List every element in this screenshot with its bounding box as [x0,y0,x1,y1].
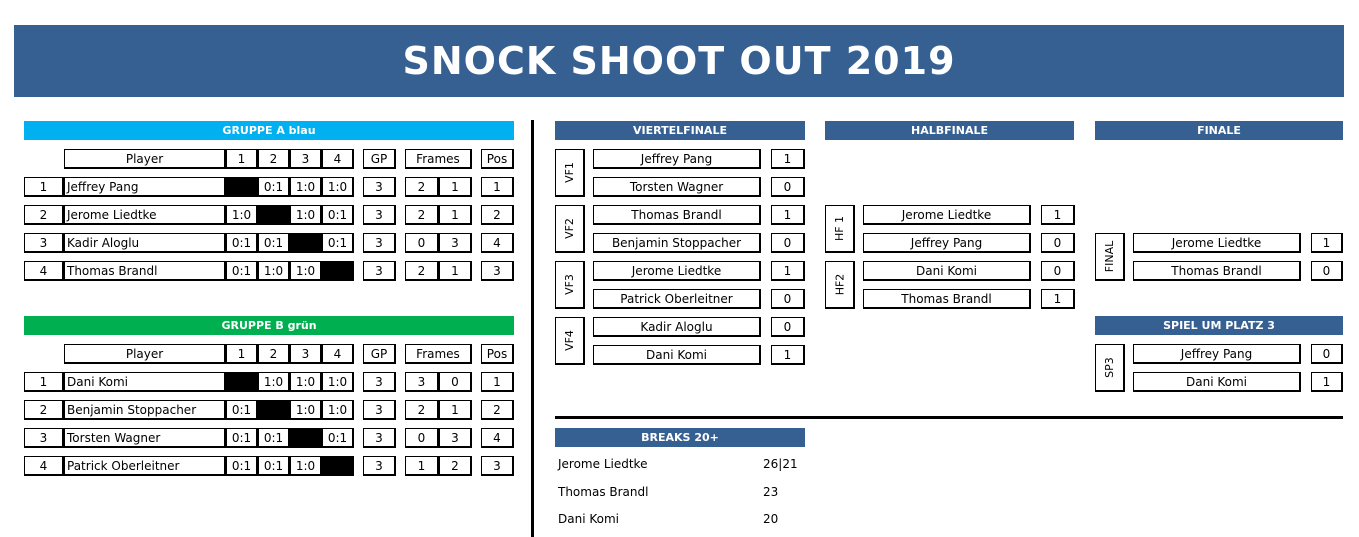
bracket-player: Kadir Aloglu [593,317,761,337]
column-header-match: 3 [290,149,322,169]
cell-pos: 1 [481,372,514,392]
breaks-header: BREAKS 20+ [555,428,805,447]
match-label-text: VF2 [562,218,576,239]
cell-fl: 1 [439,261,472,281]
self-match-cell [226,177,258,197]
bracket-score: 1 [1041,289,1075,309]
column-divider [531,120,534,537]
column-header-player: Player [64,149,226,169]
cell-player: Jerome Liedtke [64,205,226,225]
bracket-player: Benjamin Stoppacher [593,233,761,253]
cell-num: 2 [24,400,64,420]
cell-m4: 1:0 [322,177,354,197]
bracket-score: 0 [1311,261,1343,281]
cell-player: Patrick Oberleitner [64,456,226,476]
bracket-score: 1 [1311,233,1343,253]
self-match-cell [322,261,354,281]
platz3-header: SPIEL UM PLATZ 3 [1095,316,1343,335]
column-header-frames: Frames [405,149,472,169]
break-value: 26|21 [763,457,798,471]
match-label [825,261,855,309]
cell-pos: 2 [481,400,514,420]
break-value: 20 [763,512,779,526]
self-match-cell [290,233,322,253]
cell-m4: 0:1 [322,233,354,253]
cell-gp: 3 [363,205,396,225]
bracket-player: Dani Komi [863,261,1031,281]
bracket-player: Torsten Wagner [593,177,761,197]
column-header-player: Player [64,344,226,364]
bracket-player: Jeffrey Pang [863,233,1031,253]
bracket-score: 1 [771,205,805,225]
column-header-frames: Frames [405,344,472,364]
cell-player: Torsten Wagner [64,428,226,448]
cell-fw: 1 [405,456,439,476]
cell-m3: 1:0 [290,372,322,392]
cell-m2: 0:1 [258,428,290,448]
cell-fw: 0 [405,233,439,253]
match-label-text: VF4 [562,330,576,351]
match-label-text: FINAL [1103,240,1117,273]
match-label [1095,233,1125,281]
break-value: 23 [763,485,779,499]
match-label-text: VF1 [562,162,576,183]
column-header-pos: Pos [481,344,514,364]
cell-num: 4 [24,456,64,476]
cell-m2: 1:0 [258,372,290,392]
cell-num: 3 [24,428,64,448]
cell-player: Thomas Brandl [64,261,226,281]
bracket-player: Jerome Liedtke [593,261,761,281]
cell-fl: 2 [439,456,472,476]
cell-gp: 3 [363,233,396,253]
cell-num: 3 [24,233,64,253]
cell-m4: 1:0 [322,400,354,420]
group-header: GRUPPE B grün [24,316,514,335]
bracket-player: Patrick Oberleitner [593,289,761,309]
bracket-score: 0 [771,317,805,337]
cell-player: Dani Komi [64,372,226,392]
cell-gp: 3 [363,177,396,197]
cell-m1: 0:1 [226,456,258,476]
cell-fl: 0 [439,372,472,392]
cell-fl: 1 [439,177,472,197]
cell-gp: 3 [363,261,396,281]
bracket-player: Jeffrey Pang [1133,344,1301,364]
self-match-cell [322,456,354,476]
bracket-score: 0 [771,289,805,309]
cell-gp: 3 [363,428,396,448]
bracket-score: 1 [771,345,805,365]
cell-m1: 0:1 [226,233,258,253]
cell-pos: 2 [481,205,514,225]
bracket-player: Thomas Brandl [863,289,1031,309]
column-header-match: 3 [290,344,322,364]
column-header-match: 2 [258,344,290,364]
bracket-score: 1 [771,261,805,281]
cell-player: Jeffrey Pang [64,177,226,197]
break-player: Thomas Brandl [558,485,649,499]
bracket-score: 0 [1041,261,1075,281]
group-header: GRUPPE A blau [24,121,514,140]
self-match-cell [258,205,290,225]
cell-pos: 3 [481,261,514,281]
bracket-player: Dani Komi [593,345,761,365]
break-player: Dani Komi [558,512,619,526]
cell-player: Kadir Aloglu [64,233,226,253]
match-label-text: VF3 [562,274,576,295]
match-label [555,149,585,197]
bracket-score: 0 [1041,233,1075,253]
viertelfinale-header: VIERTELFINALE [555,121,805,140]
cell-fw: 2 [405,400,439,420]
cell-fw: 2 [405,177,439,197]
cell-m4: 0:1 [322,428,354,448]
column-header-match: 2 [258,149,290,169]
bracket-score: 0 [771,233,805,253]
bracket-player: Thomas Brandl [593,205,761,225]
cell-fl: 1 [439,400,472,420]
finale-header: FINALE [1095,121,1343,140]
break-player: Jerome Liedtke [558,457,648,471]
bracket-player: Jeffrey Pang [593,149,761,169]
cell-m4: 0:1 [322,205,354,225]
bracket-score: 1 [1311,372,1343,392]
column-header-gp: GP [363,344,396,364]
cell-fw: 0 [405,428,439,448]
bracket-player: Dani Komi [1133,372,1301,392]
cell-gp: 3 [363,372,396,392]
bracket-player: Jerome Liedtke [1133,233,1301,253]
cell-m1: 0:1 [226,428,258,448]
cell-m4: 1:0 [322,372,354,392]
cell-gp: 3 [363,400,396,420]
bracket-score: 1 [771,149,805,169]
cell-num: 4 [24,261,64,281]
match-label [555,205,585,253]
bracket-score: 0 [771,177,805,197]
self-match-cell [226,372,258,392]
cell-m3: 1:0 [290,177,322,197]
column-header-match: 1 [226,149,258,169]
cell-num: 1 [24,372,64,392]
column-header-match: 4 [322,344,354,364]
halbfinale-header: HALBFINALE [825,121,1074,140]
column-header-match: 1 [226,344,258,364]
match-label [555,261,585,309]
cell-pos: 4 [481,428,514,448]
cell-m1: 0:1 [226,261,258,281]
cell-m2: 0:1 [258,233,290,253]
cell-pos: 3 [481,456,514,476]
match-label-text: HF 1 [833,215,846,242]
match-label [1095,344,1125,392]
cell-player: Benjamin Stoppacher [64,400,226,420]
match-label [825,205,855,253]
column-header-match: 4 [322,149,354,169]
cell-pos: 4 [481,233,514,253]
cell-fl: 3 [439,233,472,253]
cell-m2: 0:1 [258,177,290,197]
cell-num: 2 [24,205,64,225]
cell-fl: 1 [439,205,472,225]
match-label [555,317,585,365]
bracket-player: Jerome Liedtke [863,205,1031,225]
cell-m3: 1:0 [290,400,322,420]
cell-fw: 3 [405,372,439,392]
cell-m3: 1:0 [290,205,322,225]
cell-gp: 3 [363,456,396,476]
match-label-text: SP3 [1103,357,1116,378]
bracket-player: Thomas Brandl [1133,261,1301,281]
cell-m2: 1:0 [258,261,290,281]
cell-pos: 1 [481,177,514,197]
self-match-cell [290,428,322,448]
section-divider [555,416,1343,419]
page-title: SNOCK SHOOT OUT 2019 [14,25,1344,97]
cell-fw: 2 [405,205,439,225]
column-header-gp: GP [363,149,396,169]
cell-m3: 1:0 [290,261,322,281]
match-label-text: HF2 [832,273,846,296]
cell-m1: 0:1 [226,400,258,420]
column-header-pos: Pos [481,149,514,169]
self-match-cell [258,400,290,420]
bracket-score: 0 [1311,344,1343,364]
cell-fw: 2 [405,261,439,281]
cell-fl: 3 [439,428,472,448]
cell-m1: 1:0 [226,205,258,225]
cell-m2: 0:1 [258,456,290,476]
cell-m3: 1:0 [290,456,322,476]
bracket-score: 1 [1041,205,1075,225]
cell-num: 1 [24,177,64,197]
